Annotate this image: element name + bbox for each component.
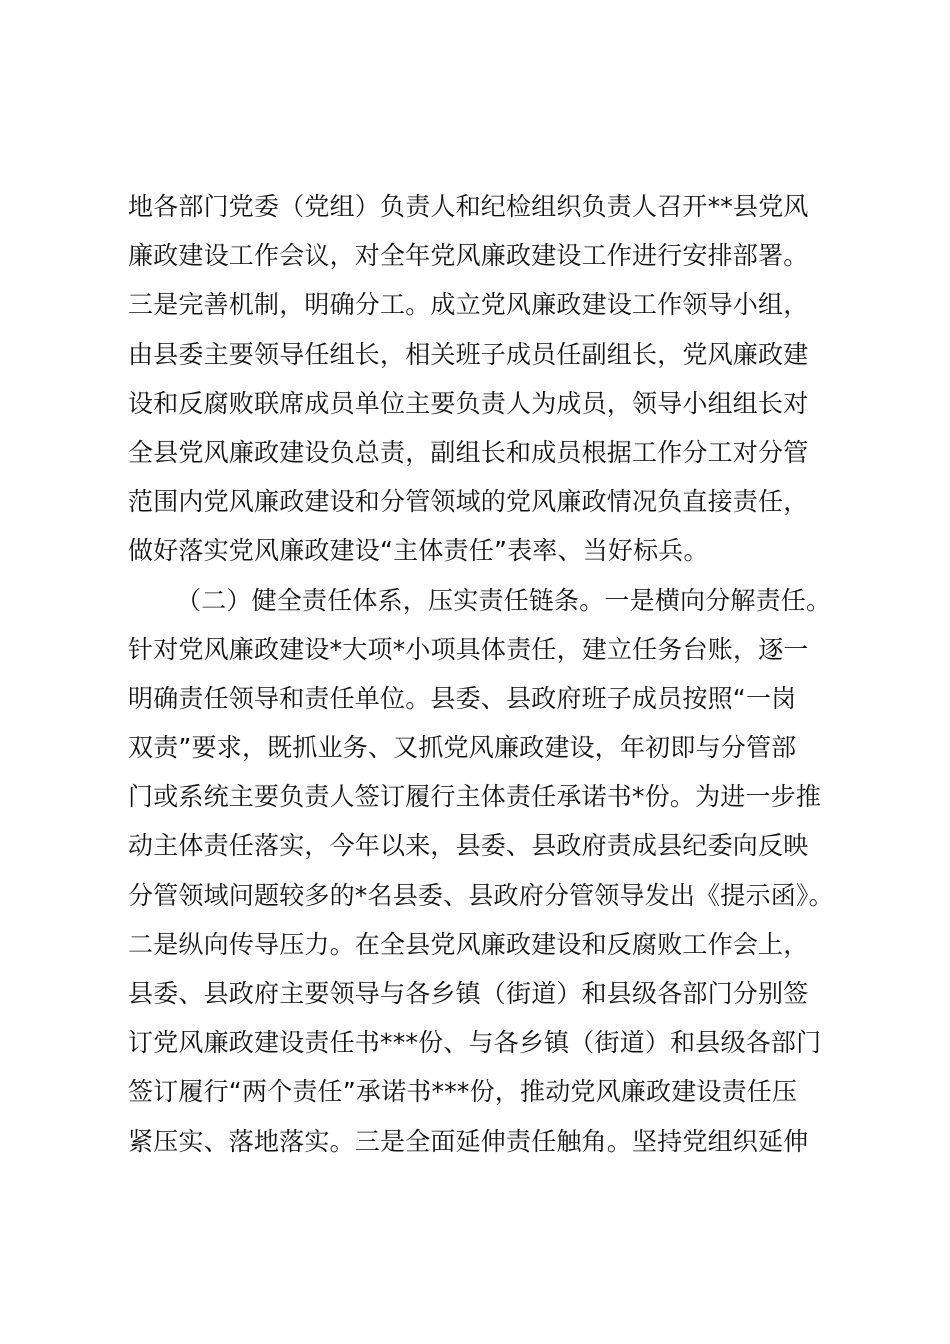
text-line-8: 做好落实党风廉政建设“主体责任”表率、当好标兵。 (128, 536, 709, 566)
text-line-5: 设和反腐败联席成员单位主要负责人为成员，领导小组组长对 (128, 388, 809, 418)
text-line-2: 廉政建设工作会议，对全年党风廉政建设工作进行安排部署。 (128, 241, 809, 271)
text-line-17: 县委、县政府主要领导与各乡镇（街道）和县级各部门分别签 (128, 979, 809, 1008)
text-line-11: 明确责任领导和责任单位。县委、县政府班子成员按照“一岗 (128, 683, 797, 713)
text-line-10: 针对党风廉政建设*大项*小项具体责任，建立任务台账，逐一 (128, 634, 809, 664)
text-line-4: 由县委主要领导任组长，相关班子成员任副组长，党风廉政建 (128, 339, 809, 369)
text-line-12: 双责”要求，既抓业务、又抓党风廉政建设，年初即与分管部 (128, 733, 797, 763)
text-line-15: 分管领域问题较多的*名县委、县政府分管领导发出《提示函》。 (128, 880, 834, 910)
section-heading-2: （二）健全责任体系，压实责任链条。一是横向分解责任。 (176, 585, 832, 615)
text-line-18: 订党风廉政建设责任书***份、与各乡镇（街道）和县级各部门 (128, 1028, 822, 1058)
text-line-1: 地各部门党委（党组）负责人和纪检组织负责人召开**县党风 (128, 192, 809, 221)
text-line-6: 全县党风廉政建设负总责，副组长和成员根据工作分工对分管 (128, 437, 809, 467)
text-line-16: 二是纵向传导压力。在全县党风廉政建设和反腐败工作会上， (128, 929, 809, 959)
body-text (128, 182, 848, 1166)
text-line-19: 签订履行“两个责任”承诺书***份，推动党风廉政建设责任压 (128, 1077, 798, 1107)
text-line-14: 动主体责任落实，今年以来，县委、县政府责成县纪委向反映 (128, 831, 809, 861)
text-line-7: 范围内党风廉政建设和分管领域的党风廉政情况负直接责任， (128, 487, 809, 517)
text-line-13: 门或系统主要负责人签订履行主体责任承诺书*份。为进一步推 (128, 782, 822, 812)
text-line-3: 三是完善机制，明确分工。成立党风廉政建设工作领导小组， (128, 290, 809, 320)
text-line-20: 紧压实、落地落实。三是全面延伸责任触角。坚持党组织延伸 (128, 1126, 809, 1156)
